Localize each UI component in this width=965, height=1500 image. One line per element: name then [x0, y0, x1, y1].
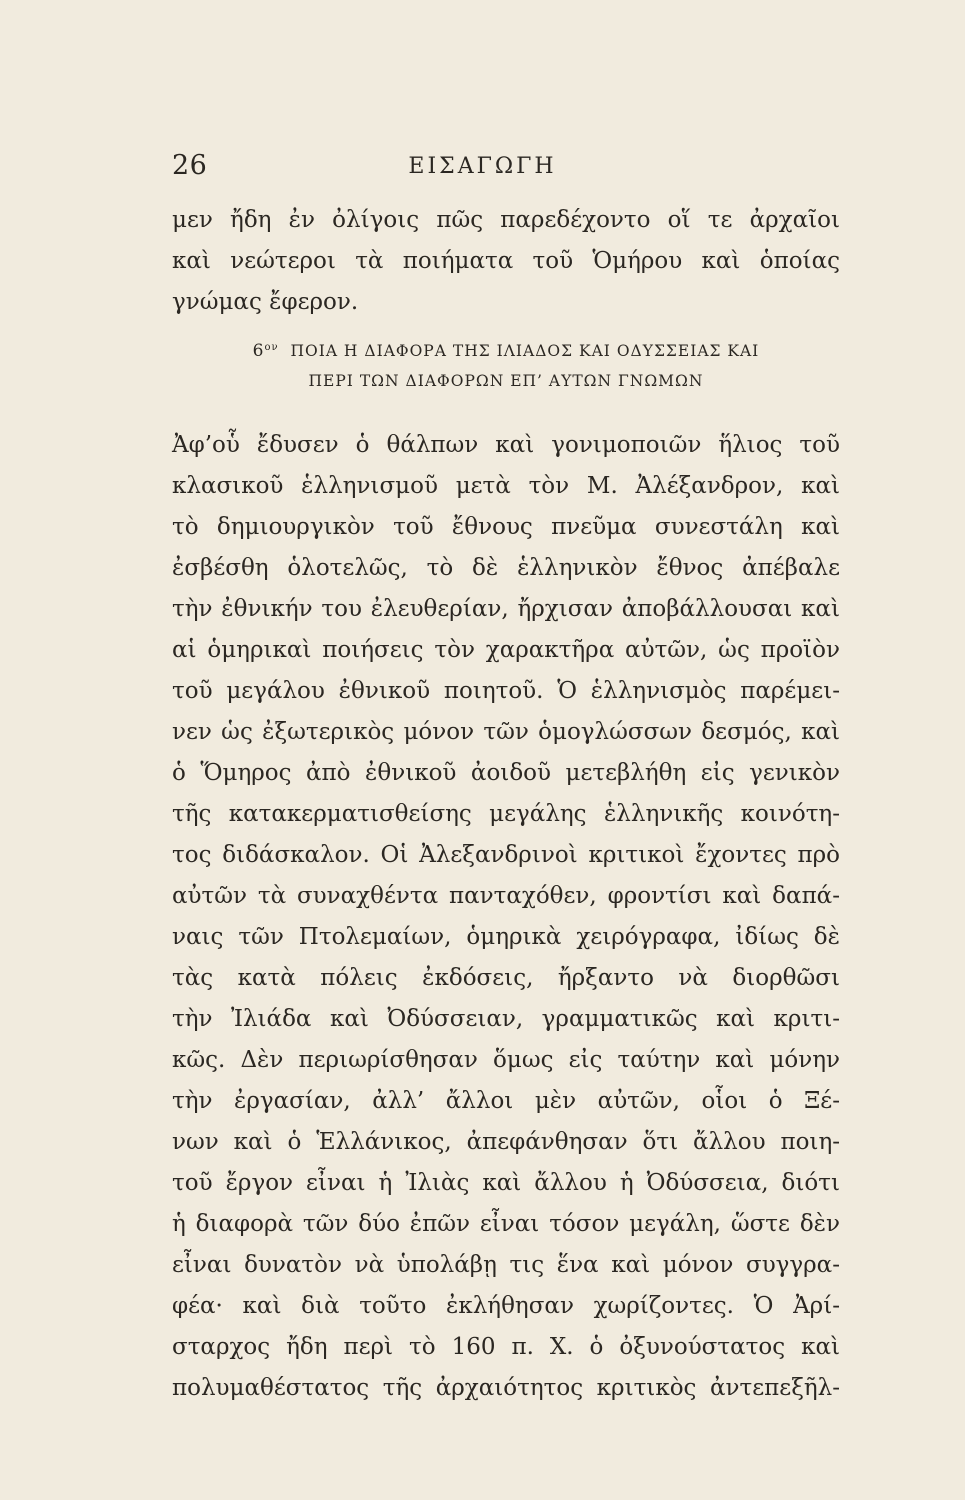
- text-line: τῆς κατακερματισθείσης μεγάλης ἑλληνικῆς κοινότη-: [172, 801, 840, 827]
- text-line: μεν ἤδη ἐν ὀλίγοις πῶς παρεδέχοντο οἵ τε ἀρχαῖοι: [172, 207, 840, 233]
- running-head: [0, 150, 965, 190]
- text-line: γνώμας ἔφερον.: [172, 289, 359, 315]
- text-line: κλασικοῦ ἑλληνισμοῦ μετὰ τὸν Μ. Ἀλέξανδρον, καὶ: [172, 473, 840, 499]
- section-title-line-1: ΠΟΙΑ Η ΔΙΑΦΟΡΑ ΤΗΣ ΙΛΙΑΔΟΣ ΚΑΙ ΟΔΥΣΣΕΙΑΣ ΚΑΙ: [290, 342, 760, 360]
- running-title: ΕΙΣΑΓΩΓΗ: [408, 154, 557, 179]
- section-ordinal-suffix: ον: [264, 341, 279, 353]
- text-line: τὸ δημιουργικὸν τοῦ ἔθνους πνεῦμα συνεστάλη καὶ: [172, 514, 840, 540]
- text-line: ναις τῶν Πτολεμαίων, ὁμηρικὰ χειρόγραφα, ἰδίως δὲ: [172, 924, 840, 950]
- text-line: Ἀφ’οὗ ἔδυσεν ὁ θάλπων καὶ γονιμοποιῶν ἥλιος τοῦ: [172, 432, 840, 458]
- text-line: ὁ Ὅμηρος ἀπὸ ἐθνικοῦ ἀοιδοῦ μετεβλήθη εἰς γενικὸν: [172, 760, 840, 786]
- text-line: σταρχος ἤδη περὶ τὸ 160 π. Χ. ὁ ὀξυνούστατος καὶ: [172, 1334, 840, 1360]
- section-heading-line-2: ΠΕΡΙ ΤΩΝ ΔΙΑΦΟΡΩΝ ΕΠ’ ΑΥΤΩΝ ΓΝΩΜΩΝ: [308, 372, 704, 390]
- text-line: ἡ διαφορὰ τῶν δύο ἐπῶν εἶναι τόσον μεγάλη, ὥστε δὲν: [172, 1211, 840, 1237]
- body-paragraph: [172, 425, 840, 1409]
- intro-paragraph: [172, 200, 840, 323]
- text-line: καὶ νεώτεροι τὰ ποιήματα τοῦ Ὁμήρου καὶ ὁποίας: [172, 248, 840, 274]
- text-line: φέα· καὶ διὰ τοῦτο ἐκλήθησαν χωρίζοντες. Ὁ Ἀρί-: [172, 1293, 840, 1319]
- text-line: τοῦ μεγάλου ἐθνικοῦ ποιητοῦ. Ὁ ἑλληνισμὸς παρέμει-: [172, 678, 840, 704]
- page-number: 26: [172, 150, 208, 181]
- text-line: τος διδάσκαλον. Οἱ Ἀλεξανδρινοὶ κριτικοὶ ἔχοντες πρὸ: [172, 842, 840, 868]
- section-number: 6: [252, 341, 265, 361]
- text-line: νων καὶ ὁ Ἑλλάνικος, ἀπεφάνθησαν ὅτι ἄλλου ποιη-: [172, 1129, 840, 1155]
- text-line: τὴν ἐργασίαν, ἀλλ’ ἄλλοι μὲν αὐτῶν, οἷοι ὁ Ξέ-: [172, 1088, 840, 1114]
- text-line: αὐτῶν τὰ συναχθέντα πανταχόθεν, φροντίσι καὶ δαπά-: [172, 883, 840, 909]
- text-line: νεν ὡς ἐξωτερικὸς μόνον τῶν ὁμογλώσσων δεσμός, καὶ: [172, 719, 840, 745]
- text-line: τὰς κατὰ πόλεις ἐκδόσεις, ἤρξαντο νὰ διορθῶσι: [172, 965, 840, 991]
- text-line: πολυμαθέστατος τῆς ἀρχαιότητος κριτικὸς ἀντεπεξῆλ-: [172, 1375, 840, 1401]
- text-line: ἐσβέσθη ὁλοτελῶς, τὸ δὲ ἑλληνικὸν ἔθνος ἀπέβαλε: [172, 555, 840, 581]
- text-line: αἱ ὁμηρικαὶ ποιήσεις τὸν χαρακτῆρα αὐτῶν, ὡς προϊὸν: [172, 637, 840, 663]
- text-line: τὴν ἐθνικήν του ἐλευθερίαν, ἤρχισαν ἀποβάλλουσαι καὶ: [172, 596, 840, 622]
- text-line: τὴν Ἰλιάδα καὶ Ὀδύσσειαν, γραμματικῶς καὶ κριτι-: [172, 1006, 840, 1032]
- text-line: εἶναι δυνατὸν νὰ ὑπολάβῃ τις ἕνα καὶ μόνον συγγρα-: [172, 1252, 840, 1278]
- text-line: τοῦ ἔργον εἶναι ἡ Ἰλιὰς καὶ ἄλλου ἡ Ὀδύσσεια, διότι: [172, 1170, 840, 1196]
- text-line: κῶς. Δὲν περιωρίσθησαν ὅμως εἰς ταύτην καὶ μόνην: [172, 1047, 840, 1073]
- section-heading: [172, 336, 840, 396]
- section-heading-line-1: [172, 336, 840, 366]
